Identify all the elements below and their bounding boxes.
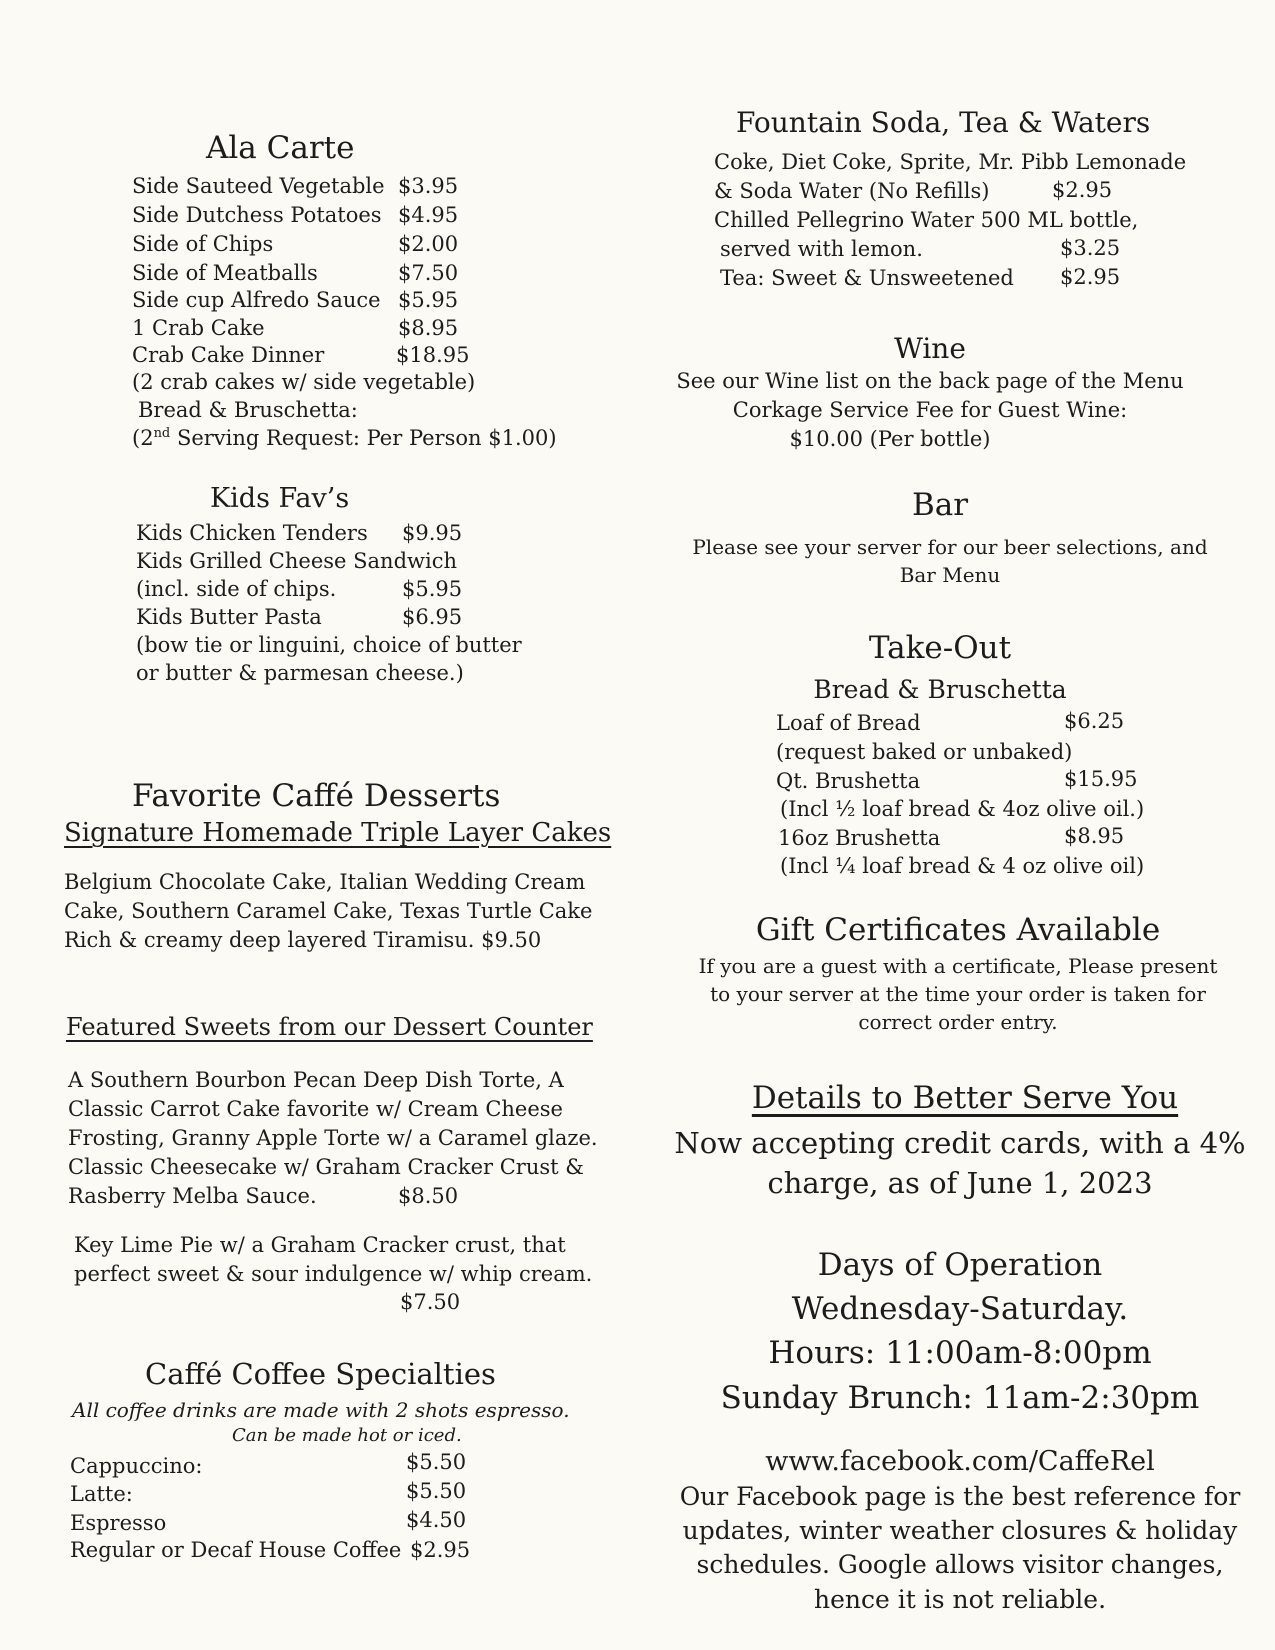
sweets-line: Frosting, Granny Apple Torte w/ a Caramel glaze. [68, 1126, 598, 1150]
menu-item-note: or butter & parmesan cheese.) [136, 661, 464, 685]
crab-cake-note: (2 crab cakes w/ side vegetable) [132, 370, 476, 394]
wine-title: Wine [894, 332, 966, 365]
menu-item-price: $5.95 [402, 577, 463, 601]
menu-item-price: $3.95 [398, 174, 459, 198]
menu-item-name: Cappuccino: [70, 1454, 203, 1478]
gift-line: If you are a guest with a certificate, Please present [698, 954, 1218, 978]
gift-line: correct order entry. [858, 1010, 1058, 1034]
menu-item-name: Side cup Alfredo Sauce [132, 288, 381, 312]
sweets-line: A Southern Bourbon Pecan Deep Dish Torte, A [68, 1068, 564, 1092]
menu-item-name: Side Sauteed Vegetable [132, 174, 385, 198]
sweets-line: Classic Cheesecake w/ Graham Cracker Crust & [68, 1155, 584, 1179]
menu-item-price: $9.95 [402, 521, 463, 545]
wine-line: $10.00 (Per bottle) [789, 427, 991, 451]
coffee-note: All coffee drinks are made with 2 shots espresso. [72, 1398, 570, 1422]
cakes-line: Belgium Chocolate Cake, Italian Wedding Cream [64, 870, 586, 894]
menu-item-name: Side Dutchess Potatoes [132, 203, 382, 227]
operation-line: Days of Operation [817, 1247, 1103, 1283]
wine-line: See our Wine list on the back page of the Menu [676, 369, 1184, 393]
menu-item-name: served with lemon. [720, 237, 923, 261]
menu-item-name: Kids Grilled Cheese Sandwich [136, 549, 457, 573]
menu-item-name: Coke, Diet Coke, Sprite, Mr. Pibb Lemonade [714, 150, 1187, 174]
cakes-heading: Signature Homemade Triple Layer Cakes [64, 818, 612, 848]
bar-title: Bar [911, 487, 969, 523]
coffee-note: Can be made hot or iced. [232, 1425, 462, 1446]
sweets-price: $8.50 [398, 1184, 459, 1208]
menu-item-price: $2.95 [1052, 178, 1113, 202]
bar-line: Please see your server for our beer selections, and [692, 535, 1208, 559]
menu-item-name: 16oz Brushetta [778, 826, 941, 850]
menu-item-price: $4.50 [406, 1508, 467, 1532]
operation-line: Hours: 11:00am-8:00pm [768, 1335, 1152, 1371]
menu-item-price: $2.95 [1060, 265, 1121, 289]
menu-item-price: $5.50 [406, 1479, 467, 1503]
menu-item-price: $5.50 [406, 1450, 467, 1474]
kids-title: Kids Fav’s [210, 483, 350, 514]
wine-line: Corkage Service Fee for Guest Wine: [732, 398, 1128, 422]
menu-item-price: $3.25 [1060, 236, 1121, 260]
menu-item-name: Crab Cake Dinner [132, 343, 325, 367]
menu-item-name: Qt. Brushetta [776, 769, 921, 793]
facebook-line: hence it is not reliable. [813, 1585, 1107, 1614]
menu-item-name: Kids Chicken Tenders [136, 521, 368, 545]
gift-title: Gift Certificates Available [755, 912, 1161, 948]
keylime-line: perfect sweet & sour indulgence w/ whip cream. [74, 1262, 593, 1286]
facebook-line: updates, winter weather closures & holiday [682, 1516, 1238, 1545]
keylime-line: Key Lime Pie w/ a Graham Cracker crust, that [74, 1233, 566, 1257]
menu-item-note: (request baked or unbaked) [776, 740, 1073, 764]
sweets-heading: Featured Sweets from our Dessert Counter [66, 1013, 593, 1041]
menu-item-price: $8.95 [398, 316, 459, 340]
facebook-line: schedules. Google allows visitor changes, [696, 1550, 1224, 1579]
menu-item-note: (incl. side of chips. [136, 577, 337, 601]
fountain-title: Fountain Soda, Tea & Waters [736, 106, 1151, 139]
menu-item-price: $4.95 [398, 203, 459, 227]
menu-item-name: Side of Chips [132, 232, 274, 256]
menu-item-name: Kids Butter Pasta [136, 605, 322, 629]
ala-carte-title: Ala Carte [206, 130, 355, 166]
takeout-subtitle: Bread & Bruschetta [813, 675, 1067, 704]
operation-line: Wednesday-Saturday. [791, 1291, 1129, 1327]
menu-item-name: Chilled Pellegrino Water 500 ML bottle, [714, 208, 1139, 232]
details-line: Now accepting credit cards, with a 4% [674, 1126, 1246, 1160]
menu-item-name: Side of Meatballs [132, 261, 318, 285]
menu-item-note: (Incl ½ loaf bread & 4oz olive oil.) [780, 797, 1145, 821]
menu-item-price: $15.95 [1064, 767, 1138, 791]
cakes-line: Rich & creamy deep layered Tiramisu. $9.50 [64, 928, 542, 952]
menu-item-name: Latte: [70, 1482, 133, 1506]
menu-item-name: 1 Crab Cake [132, 316, 265, 340]
operation-line: Sunday Brunch: 11am-2:30pm [720, 1380, 1200, 1416]
menu-item-price: $8.95 [1064, 824, 1125, 848]
menu-item-price: $2.95 [410, 1538, 471, 1562]
menu-item-price: $2.00 [398, 232, 459, 256]
menu-item-name: Regular or Decaf House Coffee [70, 1538, 402, 1562]
sweets-line: Rasberry Melba Sauce. [68, 1184, 317, 1208]
menu-item-note: (bow tie or linguini, choice of butter [136, 633, 522, 657]
desserts-title: Favorite Caffé Desserts [132, 778, 501, 814]
menu-item-name: Loaf of Bread [776, 711, 921, 735]
bar-line: Bar Menu [899, 563, 1001, 587]
details-title: Details to Better Serve You [751, 1080, 1179, 1116]
menu-item-name: Espresso [70, 1511, 167, 1535]
facebook-line: Our Facebook page is the best reference for [679, 1482, 1241, 1511]
facebook-link[interactable]: www.facebook.com/CaffeRel [765, 1446, 1155, 1477]
coffee-title: Caffé Coffee Specialties [145, 1357, 496, 1391]
menu-item-price: $6.95 [402, 605, 463, 629]
menu-item-price: $5.95 [398, 288, 459, 312]
menu-item-name: & Soda Water (No Refills) [714, 179, 990, 203]
details-line: charge, as of June 1, 2023 [767, 1166, 1153, 1200]
cakes-line: Cake, Southern Caramel Cake, Texas Turtle Cake [64, 899, 593, 923]
menu-item-price: $18.95 [396, 343, 470, 367]
menu-item-price: $7.50 [398, 261, 459, 285]
menu-item-price: $6.25 [1064, 709, 1125, 733]
gift-line: to your server at the time your order is taken for [710, 982, 1206, 1006]
sweets-line: Classic Carrot Cake favorite w/ Cream Cheese [68, 1097, 563, 1121]
menu-item-name: Tea: Sweet & Unsweetened [720, 266, 1014, 290]
takeout-title: Take-Out [868, 630, 1012, 666]
menu-item-note: (Incl ¼ loaf bread & 4 oz olive oil) [780, 854, 1145, 878]
keylime-price: $7.50 [400, 1290, 461, 1314]
serving-request: (2nd Serving Request: Per Person $1.00) [132, 426, 557, 450]
bread-label: Bread & Bruschetta: [138, 398, 358, 422]
